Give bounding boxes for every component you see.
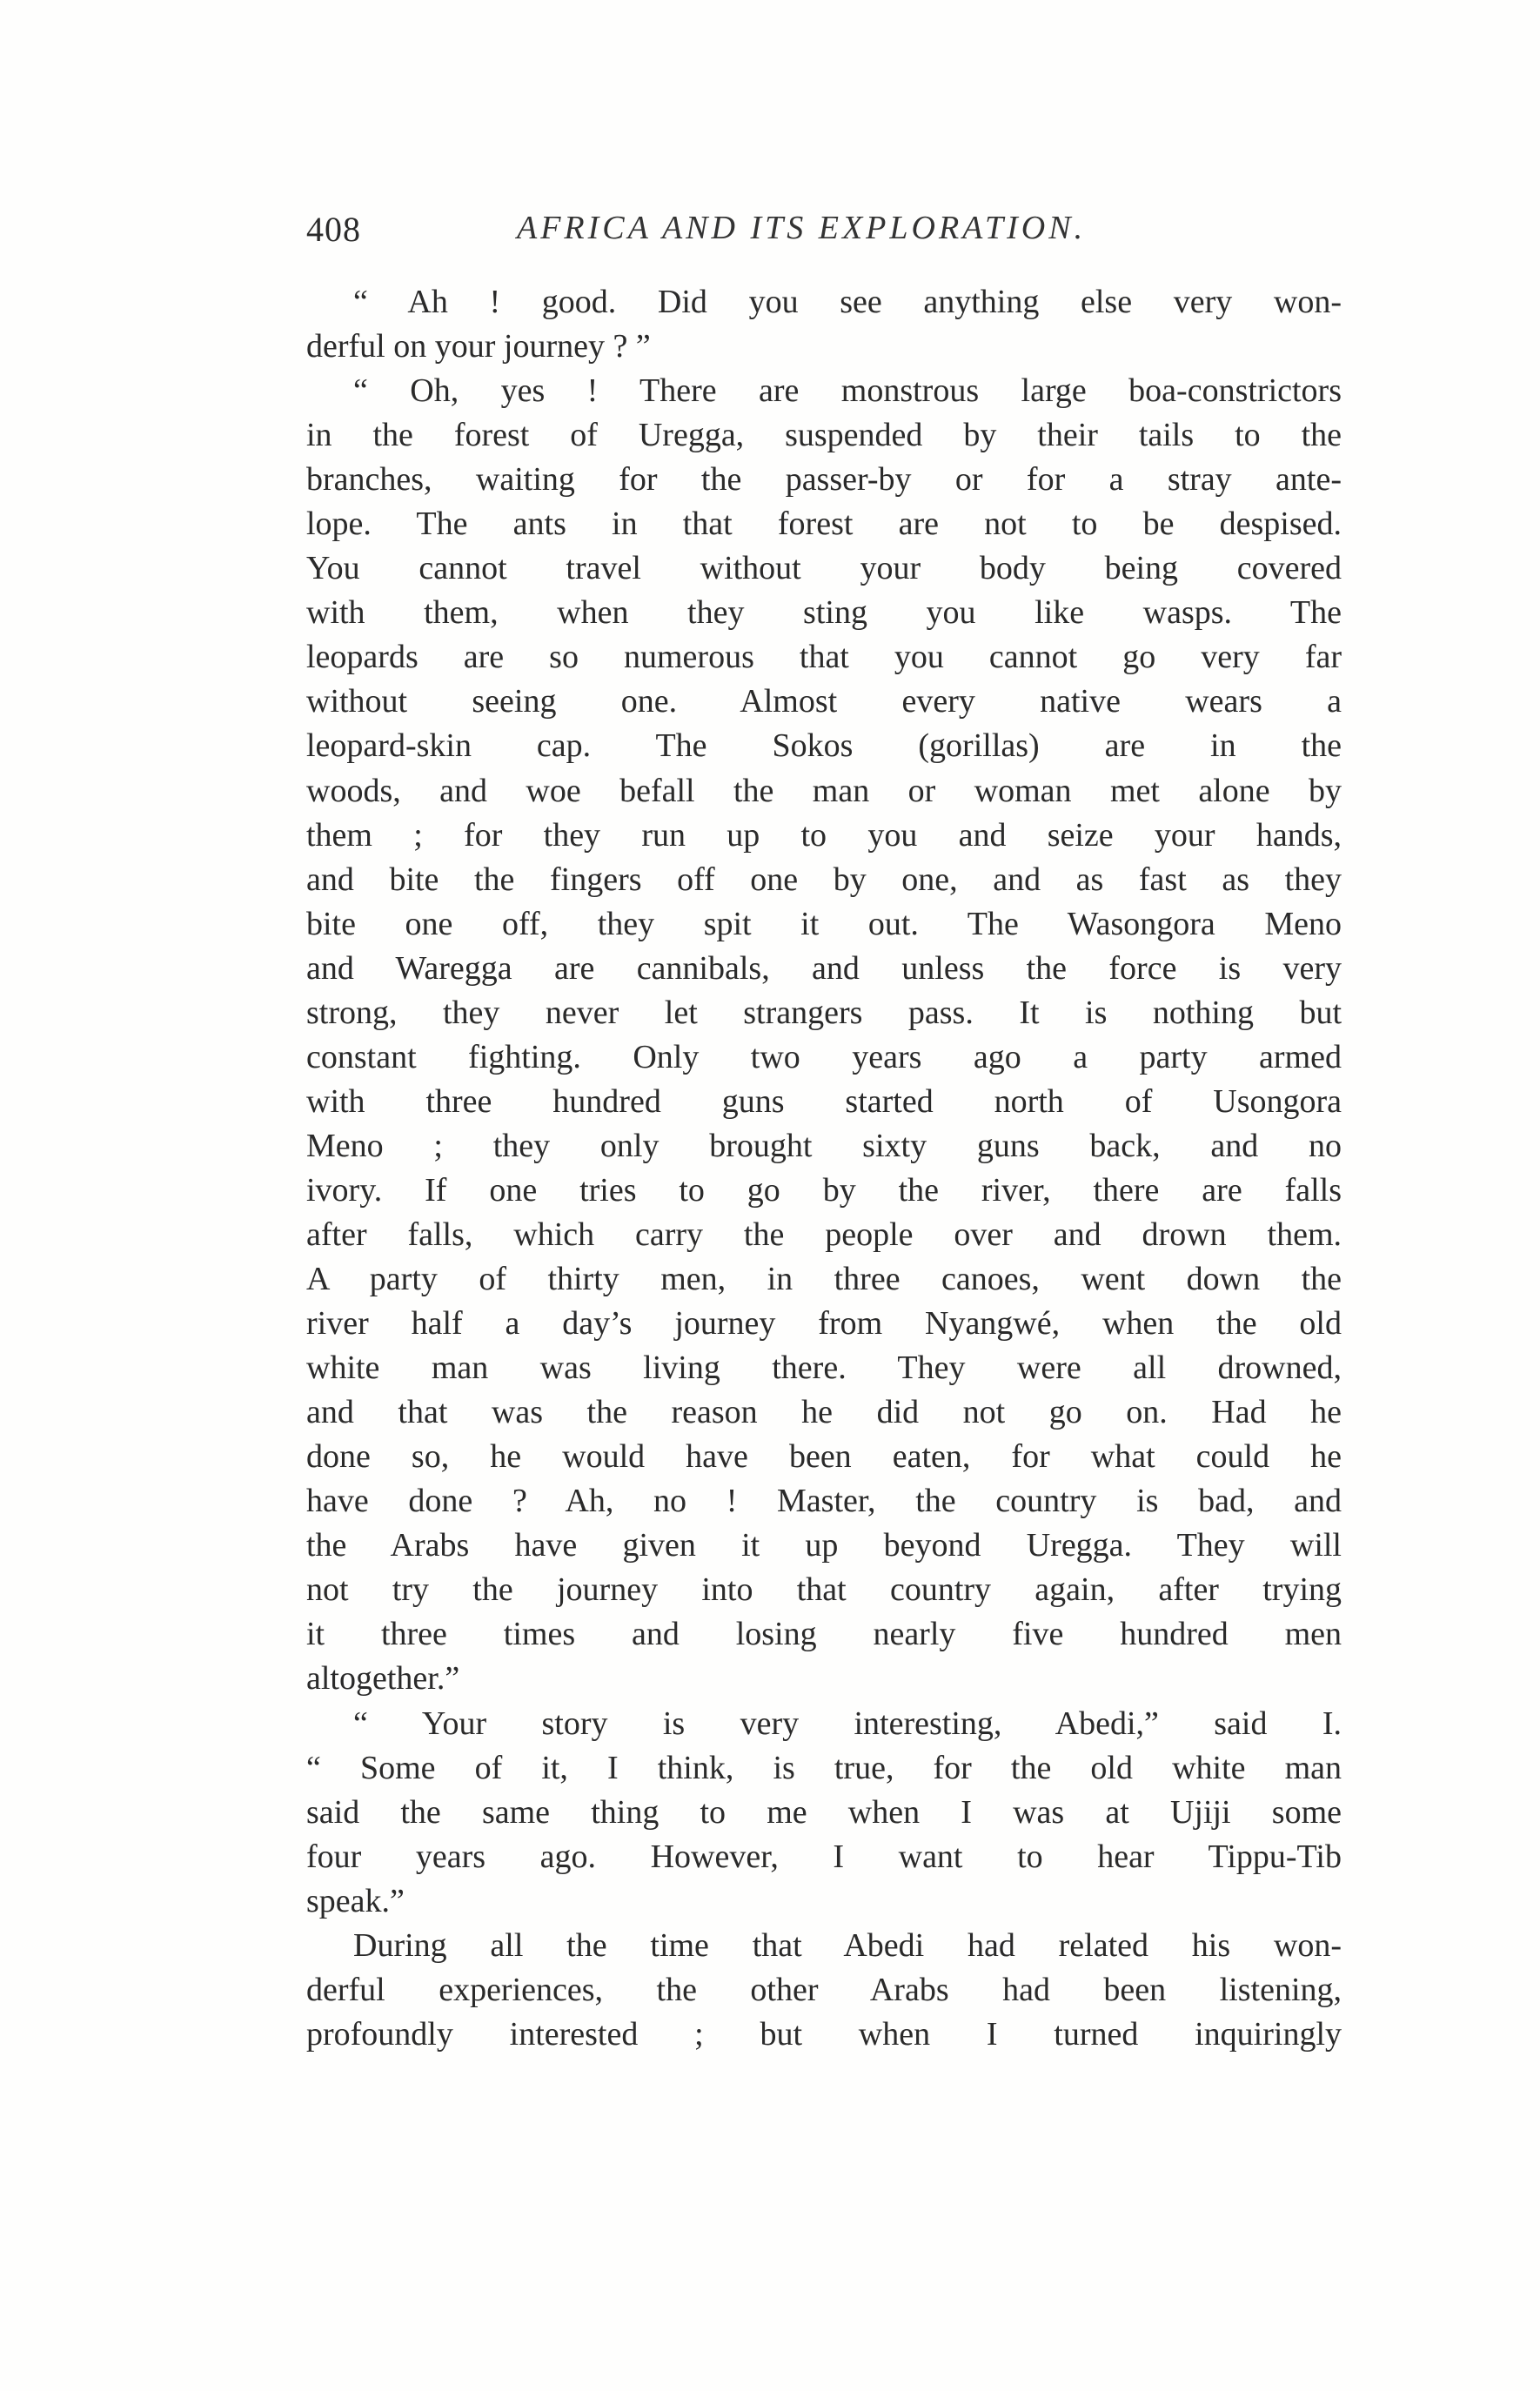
text-line: woods, and woe befall the man or woman met alone by [306, 772, 1342, 809]
text-line: them ; for they run up to you and seize your hands, [306, 816, 1342, 854]
text-line: Meno ; they only brought sixty guns back, and no [306, 1127, 1342, 1164]
text-line: strong, they never let strangers pass. It is nothing but [306, 994, 1342, 1031]
text-line: constant fighting. Only two years ago a party armed [306, 1038, 1342, 1075]
text-line: During all the time that Abedi had related his won- [353, 1926, 1342, 1964]
text-line: leopards are so numerous that you cannot go very far [306, 639, 1342, 676]
text-line: bite one off, they spit it out. The Wasongora Meno [306, 905, 1342, 942]
text-line: “ Your story is very interesting, Abedi,” said I. [353, 1705, 1342, 1742]
text-line: derful on your journey ? ” [306, 328, 651, 365]
text-line: the Arabs have given it up beyond Uregga. They will [306, 1527, 1342, 1564]
text-line: You cannot travel without your body being covered [306, 550, 1342, 587]
text-line: four years ago. However, I want to hear Tippu-Tib [306, 1838, 1342, 1875]
text-line: leopard-skin cap. The Sokos (gorillas) are in the [306, 727, 1342, 765]
text-line: “ Oh, yes ! There are monstrous large boa-constrictors [353, 372, 1342, 410]
text-line: and that was the reason he did not go on. Had he [306, 1394, 1342, 1431]
text-line: speak.” [306, 1882, 405, 1919]
text-line: after falls, which carry the people over and drown them. [306, 1216, 1342, 1253]
running-title: AFRICA AND ITS EXPLORATION. [517, 210, 1087, 246]
text-line: profoundly interested ; but when I turned inquiringly [306, 2015, 1342, 2053]
text-line: A party of thirty men, in three canoes, went down the [306, 1261, 1342, 1298]
body-text [306, 280, 1342, 2057]
text-line: with three hundred guns started north of Usongora [306, 1082, 1342, 1120]
text-line: done so, he would have been eaten, for what could he [306, 1438, 1342, 1476]
text-line: not try the journey into that country again, after trying [306, 1571, 1342, 1609]
text-line: and bite the fingers off one by one, and as fast as they [306, 861, 1342, 898]
text-line: without seeing one. Almost every native wears a [306, 683, 1342, 720]
text-line: in the forest of Uregga, suspended by their tails to the [306, 417, 1342, 454]
text-line: “ Ah ! good. Did you see anything else very won- [353, 284, 1342, 320]
text-line: river half a day’s journey from Nyangwé, when the old [306, 1305, 1342, 1343]
text-line: said the same thing to me when I was at Ujiji some [306, 1793, 1342, 1831]
text-line: and Waregga are cannibals, and unless the force is very [306, 949, 1342, 987]
text-line: ivory. If one tries to go by the river, there are falls [306, 1171, 1342, 1209]
text-line: derful experiences, the other Arabs had been listening, [306, 1971, 1342, 2008]
text-line: with them, when they sting you like wasps. The [306, 594, 1342, 632]
text-line: white man was living there. They were all drowned, [306, 1350, 1342, 1387]
page-header [306, 209, 1342, 261]
text-line: altogether.” [306, 1660, 460, 1698]
text-line: it three times and losing nearly five hundred men [306, 1616, 1342, 1653]
text-line: branches, waiting for the passer-by or for a stray ante- [306, 461, 1342, 499]
page-number: 408 [306, 210, 361, 249]
text-line: “ Some of it, I think, is true, for the old white man [306, 1749, 1342, 1786]
text-line: have done ? Ah, no ! Master, the country is bad, and [306, 1483, 1342, 1520]
text-line: lope. The ants in that forest are not to be despised. [306, 506, 1342, 543]
